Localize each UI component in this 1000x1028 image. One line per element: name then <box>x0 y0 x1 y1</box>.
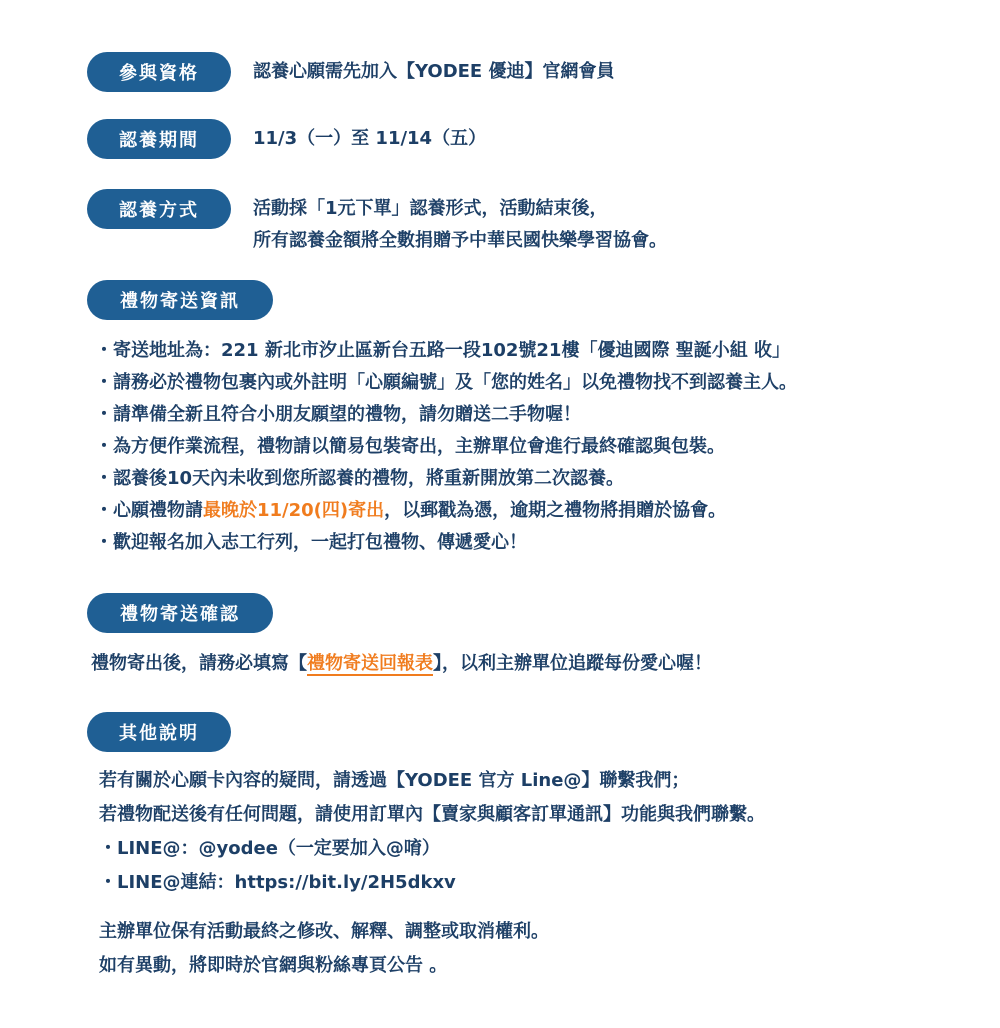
notice <box>99 915 549 983</box>
list-item: ・請準備全新且符合小朋友願望的禮物，請勿贈送二手物喔！ <box>95 404 581 425</box>
line-id: ・LINE@：@yodee（一定要加入@唷） <box>99 838 440 859</box>
period-text: 11/3（一）至 11/14（五） <box>253 128 487 149</box>
period-label: 認養期間 <box>87 119 231 159</box>
confirm-prefix: 禮物寄出後，請務必填寫【 <box>91 653 307 674</box>
other-text <box>99 764 765 900</box>
method-line-2: 所有認養金額將全數捐贈予中華民國快樂學習協會。 <box>253 230 667 251</box>
method-text <box>253 193 667 257</box>
deadline-suffix: ，以郵戳為憑，逾期之禮物將捐贈於協會。 <box>384 500 727 521</box>
report-form-link[interactable]: 禮物寄送回報表 <box>307 653 433 674</box>
notice-line-1: 主辦單位保有活動最終之修改、解釋、調整或取消權利。 <box>99 921 549 942</box>
line-link[interactable]: ・LINE@連結：https://bit.ly/2H5dkxv <box>99 872 456 893</box>
deadline-prefix: ・心願禮物請 <box>95 500 203 521</box>
confirm-suffix: 】，以利主辦單位追蹤每份愛心喔！ <box>433 653 712 674</box>
shipping-info-label: 禮物寄送資訊 <box>87 280 273 320</box>
other-line-1: 若有關於心願卡內容的疑問，請透過【YODEE 官方 Line@】聯繫我們； <box>99 770 690 791</box>
shipping-confirm-label: 禮物寄送確認 <box>87 593 273 633</box>
list-item-deadline <box>95 495 797 527</box>
list-item: ・為方便作業流程，禮物請以簡易包裝寄出，主辦單位會進行最終確認與包裝。 <box>95 436 725 457</box>
list-item: ・請務必於禮物包裹內或外註明「心願編號」及「您的姓名」以免禮物找不到認養主人。 <box>95 372 797 393</box>
deadline-highlight: 最晚於11/20(四)寄出 <box>203 500 385 521</box>
eligibility-label: 參與資格 <box>87 52 231 92</box>
eligibility-text: 認養心願需先加入【YODEE 優迪】官網會員 <box>253 61 615 82</box>
list-item: ・寄送地址為：221 新北市汐止區新台五路一段102號21樓「優迪國際 聖誕小組 收」 <box>95 340 790 361</box>
shipping-confirm-text <box>91 648 712 680</box>
method-label: 認養方式 <box>87 189 231 229</box>
list-item: ・歡迎報名加入志工行列，一起打包禮物、傳遞愛心！ <box>95 532 527 553</box>
list-item: ・認養後10天內未收到您所認養的禮物，將重新開放第二次認養。 <box>95 468 625 489</box>
other-label: 其他說明 <box>87 712 231 752</box>
other-line-2: 若禮物配送後有任何問題，請使用訂單內【賣家與顧客訂單通訊】功能與我們聯繫。 <box>99 804 765 825</box>
notice-line-2: 如有異動，將即時於官網與粉絲專頁公告 。 <box>99 955 448 976</box>
method-line-1: 活動採「1元下單」認養形式，活動結束後， <box>253 198 608 219</box>
shipping-info-list <box>95 335 797 559</box>
